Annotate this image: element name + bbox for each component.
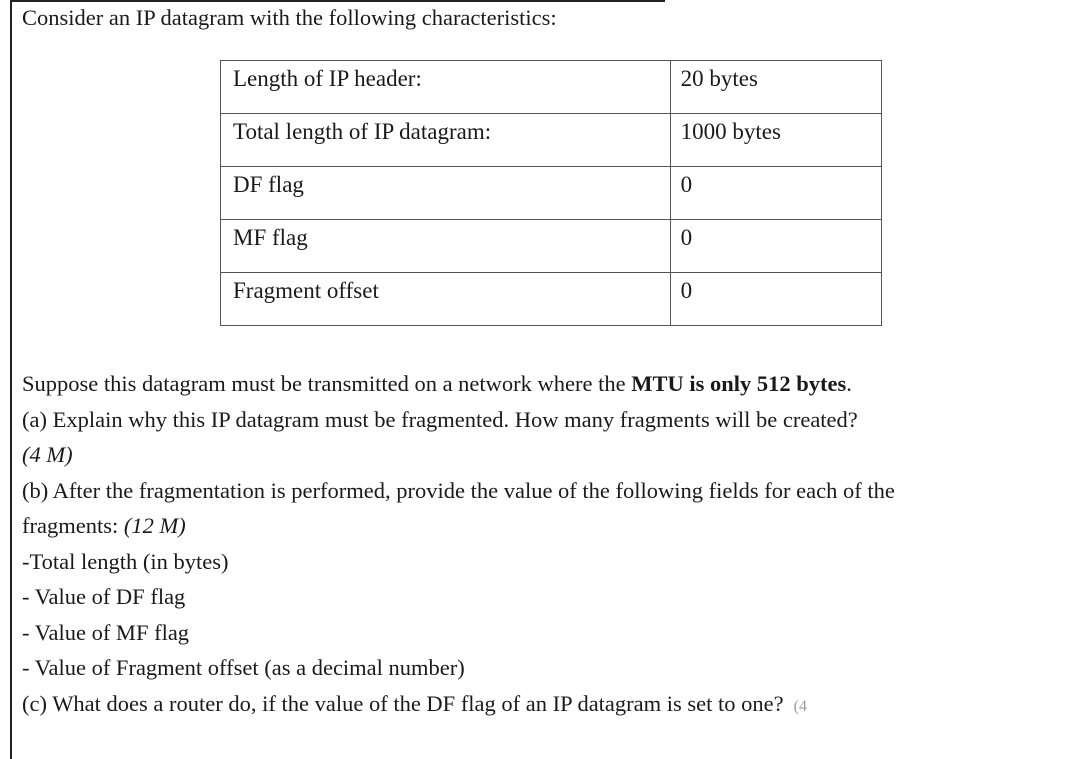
part-b-marks: (12 M)	[123, 513, 186, 538]
part-b: (b) After the fragmentation is performed, provide the value of the following fields for each of the	[22, 477, 895, 503]
table-cell-label: Length of IP header:	[221, 61, 671, 114]
table-cell-label: MF flag	[221, 220, 671, 273]
datagram-properties-table	[220, 60, 882, 326]
field-mf-flag: - Value of MF flag	[22, 619, 190, 645]
intro-text: Consider an IP datagram with the following characteristics:	[22, 5, 557, 30]
left-border	[10, 0, 12, 759]
part-a-marks: (4 M)	[22, 442, 73, 467]
table-cell-value: 20 bytes	[670, 61, 881, 114]
table-row	[221, 167, 882, 220]
top-rule	[10, 0, 665, 2]
part-b-cont-text: fragments:	[22, 513, 124, 538]
mtu-statement-bold: MTU is only 512 bytes	[631, 371, 847, 396]
mtu-statement-prefix: Suppose this datagram must be transmitted on a network where the	[22, 371, 632, 396]
table-cell-value: 0	[670, 273, 881, 326]
table-row	[221, 220, 882, 273]
field-fragment-offset: - Value of Fragment offset (as a decimal number)	[22, 655, 465, 680]
table-cell-label: Total length of IP datagram:	[221, 114, 671, 167]
table-row	[221, 273, 882, 326]
table-cell-value: 0	[670, 220, 881, 273]
table-row	[221, 61, 882, 114]
part-b-continuation	[22, 508, 1072, 544]
field-total-length: -Total length (in bytes)	[22, 548, 229, 574]
part-c	[22, 686, 1072, 725]
question-body	[22, 366, 1072, 724]
table-cell-value: 0	[670, 167, 881, 220]
table-cell-value: 1000 bytes	[670, 114, 881, 167]
table-row	[221, 114, 882, 167]
part-c-text: (c) What does a router do, if the value of the DF flag of an IP datagram is set to one?	[22, 690, 784, 716]
part-a: (a) Explain why this IP datagram must be fragmented. How many fragments will be created?	[22, 406, 858, 432]
mtu-statement-suffix: .	[846, 371, 852, 396]
mtu-statement	[22, 366, 1072, 402]
table-cell-label: DF flag	[221, 167, 671, 220]
field-df-flag: - Value of DF flag	[22, 584, 186, 609]
part-c-marks-faint: (4	[793, 697, 807, 715]
table-cell-label: Fragment offset	[221, 273, 671, 326]
